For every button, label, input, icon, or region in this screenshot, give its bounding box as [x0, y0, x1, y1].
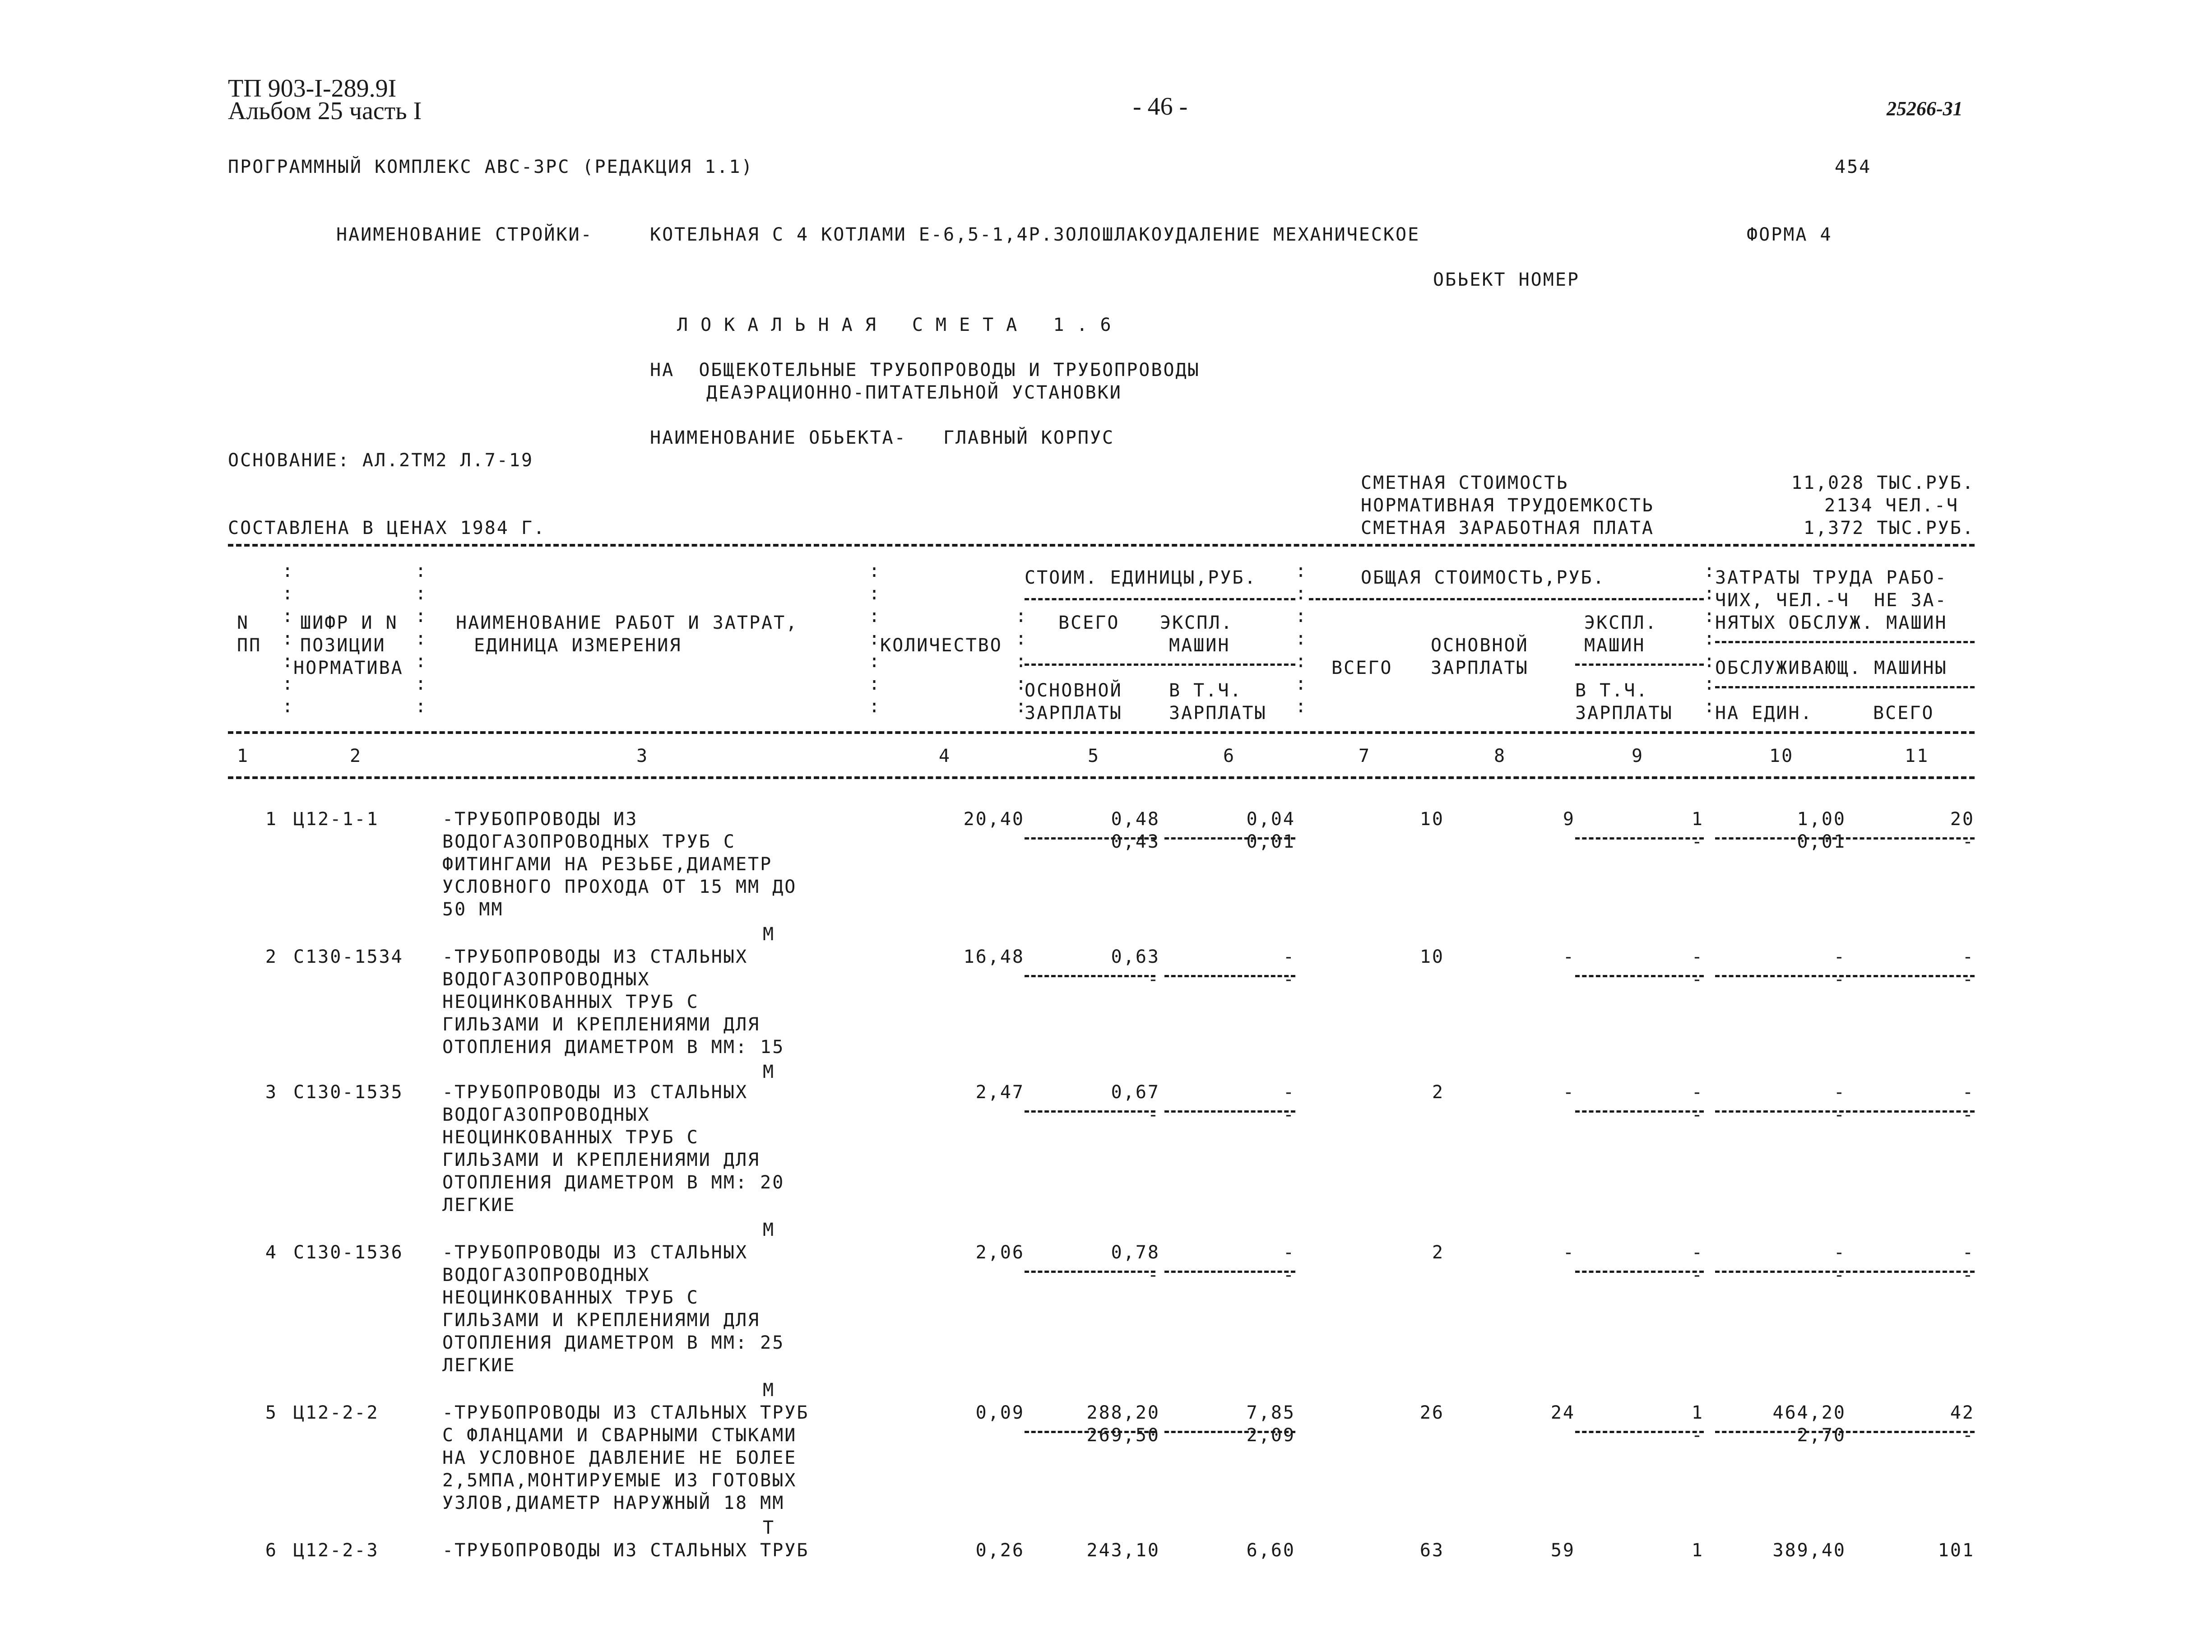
inventory-number: 25266-31 — [1887, 97, 1963, 120]
row-labor-machines-total: - — [1962, 1104, 1975, 1125]
numbers-bottom-rule — [228, 776, 1975, 779]
header-c8-line1: ОСНОВНОЙ — [1431, 635, 1529, 656]
row-unit: М — [763, 924, 775, 945]
row-name-line: ГИЛЬЗАМИ И КРЕПЛЕНИЯМИ ДЛЯ — [442, 1150, 761, 1170]
row-name-line: ВОДОГАЗОПРОВОДНЫХ — [442, 1265, 650, 1285]
summary-value-labor: 2134 ЧЕЛ.-Ч — [1824, 495, 1959, 516]
colnum-4: 4 — [939, 746, 951, 766]
header-bottom-rule — [228, 731, 1975, 734]
row-name-line: УЗЛОВ,ДИАМЕТР НАРУЖНЫЙ 18 ММ — [442, 1493, 785, 1513]
row-machine-wages: - — [1691, 1425, 1704, 1446]
row-total-wages: 9 — [1563, 809, 1575, 830]
row-total-wages: - — [1563, 947, 1575, 967]
row-total: 63 — [1419, 1540, 1444, 1561]
row-code: Ц12-2-3 — [293, 1540, 379, 1561]
row-code: С130-1534 — [293, 947, 403, 967]
prices-year: СОСТАВЛЕНА В ЦЕНАХ 1984 Г. — [228, 518, 546, 538]
row-labor-machines-unit: 0,01 — [1797, 831, 1846, 852]
row-name-line: -ТРУБОПРОВОДЫ ИЗ СТАЛЬНЫХ ТРУБ — [442, 1402, 809, 1423]
row-name-line: НЕОЦИНКОВАННЫХ ТРУБ С — [442, 992, 699, 1012]
row-name-line: -ТРУБОПРОВОДЫ ИЗ СТАЛЬНЫХ — [442, 1082, 748, 1103]
summary-value-wages: 1,372 ТЫС.РУБ. — [1803, 518, 1975, 538]
row-unit-cost: 243,10 — [1086, 1540, 1160, 1561]
header-c9a-line1: ЭКСПЛ. — [1584, 613, 1658, 633]
row-name-line: -ТРУБОПРОВОДЫ ИЗ СТАЛЬНЫХ ТРУБ — [442, 1540, 809, 1561]
page-number: - 46 - — [1133, 93, 1188, 121]
row-unit-wages: 0,43 — [1111, 831, 1160, 852]
row-unit-machines: - — [1283, 1082, 1295, 1103]
row-labor-total: 20 — [1950, 809, 1975, 830]
row-number: 6 — [265, 1540, 278, 1561]
header-c1-line1: N — [237, 613, 250, 633]
row-unit-cost: 0,48 — [1111, 809, 1160, 830]
header-c6b-line1: В Т.Ч. — [1169, 680, 1243, 701]
row-name-line: УСЛОВНОГО ПРОХОДА ОТ 15 ММ ДО — [442, 877, 797, 897]
row-total-machines: 1 — [1691, 1402, 1704, 1423]
row-unit-wages: 269,50 — [1086, 1425, 1160, 1446]
row-unit-wages: - — [1147, 1104, 1160, 1125]
row-number: 1 — [265, 809, 278, 830]
header-c9b-line1: В Т.Ч. — [1575, 680, 1649, 701]
header-c6a-line1: ЭКСПЛ. — [1160, 613, 1234, 633]
row-number: 4 — [265, 1242, 278, 1263]
row-machine-wages: - — [1691, 1265, 1704, 1285]
construction-label: НАИМЕНОВАНИЕ СТРОЙКИ- — [336, 224, 593, 245]
row-name-line: С ФЛАНЦАМИ И СВАРНЫМИ СТЫКАМИ — [442, 1425, 797, 1446]
row-unit: М — [763, 1062, 775, 1082]
row-total-machines: 1 — [1691, 809, 1704, 830]
row-total-machines: - — [1691, 1242, 1704, 1263]
row-name-line: ВОДОГАЗОПРОВОДНЫХ — [442, 969, 650, 990]
row-quantity: 2,47 — [975, 1082, 1025, 1103]
table-top-rule — [228, 544, 1975, 547]
row-name-line: -ТРУБОПРОВОДЫ ИЗ — [442, 809, 638, 830]
row-quantity: 16,48 — [963, 947, 1025, 967]
row-code: Ц12-1-1 — [293, 809, 379, 830]
header-labor-line2: ЧИХ, ЧЕЛ.-Ч НЕ ЗА- — [1715, 590, 1948, 611]
separator-col4: : : : : : — [1016, 606, 1028, 717]
row-unit-machines: 0,04 — [1246, 809, 1295, 830]
row-code: Ц12-2-2 — [293, 1402, 379, 1423]
row-name-line: ОТОПЛЕНИЯ ДИАМЕТРОМ В ММ: 25 — [442, 1332, 785, 1353]
header-c5a: ВСЕГО — [1058, 613, 1120, 633]
program-title: ПРОГРАММНЫЙ КОМПЛЕКС АВС-3РС (РЕДАКЦИЯ 1.1) — [228, 157, 754, 177]
colnum-1: 1 — [237, 746, 250, 766]
separator-col1: : : : : : : : — [282, 561, 295, 717]
colnum-8: 8 — [1494, 746, 1507, 766]
row-total-wages: - — [1563, 1242, 1575, 1263]
row-total: 26 — [1419, 1402, 1444, 1423]
row-labor-machines-total: - — [1962, 1265, 1975, 1285]
separator-col9: : : : : : : : — [1704, 561, 1716, 717]
row-name-line: -ТРУБОПРОВОДЫ ИЗ СТАЛЬНЫХ — [442, 947, 748, 967]
row-name-line: НЕОЦИНКОВАННЫХ ТРУБ С — [442, 1287, 699, 1308]
row-number: 2 — [265, 947, 278, 967]
header-c7: ВСЕГО — [1331, 658, 1393, 678]
row-unit-wages: - — [1147, 969, 1160, 990]
row-name-line: НЕОЦИНКОВАННЫХ ТРУБ С — [442, 1127, 699, 1148]
estimate-for-line1: НА ОБЩЕКОТЕЛЬНЫЕ ТРУБОПРОВОДЫ И ТРУБОПРОВОДЫ — [650, 360, 1200, 381]
header-c8-line2: ЗАРПЛАТЫ — [1431, 658, 1529, 678]
form-number: ФОРМА 4 — [1747, 224, 1832, 245]
row-unit: М — [763, 1220, 775, 1240]
basis: ОСНОВАНИЕ: АЛ.2ТМ2 Л.7-19 — [228, 450, 534, 471]
row-machine-wages: - — [1691, 1104, 1704, 1125]
row-unit-machine-wages: - — [1283, 969, 1295, 990]
row-labor-unit: - — [1833, 947, 1846, 967]
row-total-wages: - — [1563, 1082, 1575, 1103]
header-c3-line1: НАИМЕНОВАНИЕ РАБОТ И ЗАТРАТ, — [456, 613, 798, 633]
row-labor-unit: 389,40 — [1772, 1540, 1846, 1561]
row-total-machines: - — [1691, 947, 1704, 967]
row-unit-machine-wages: 2,09 — [1246, 1425, 1295, 1446]
header-c2-line3: НОРМАТИВА — [293, 658, 403, 678]
row-unit-machine-wages: - — [1283, 1104, 1295, 1125]
row-unit-cost: 0,63 — [1111, 947, 1160, 967]
row-name-line: 2,5МПА,МОНТИРУЕМЫЕ ИЗ ГОТОВЫХ — [442, 1470, 797, 1491]
row-name-line: ЛЕГКИЕ — [442, 1355, 516, 1376]
row-name-line: ФИТИНГАМИ НА РЕЗЬБЕ,ДИАМЕТР — [442, 854, 773, 875]
colnum-3: 3 — [636, 746, 649, 766]
header-labor-line1: ЗАТРАТЫ ТРУДА РАБО- — [1715, 567, 1948, 588]
colnum-7: 7 — [1359, 746, 1371, 766]
object-number: ОБЬЕКТ НОМЕР — [1433, 269, 1580, 290]
colnum-6: 6 — [1223, 746, 1236, 766]
row-unit-machines: 7,85 — [1246, 1402, 1295, 1423]
row-unit-wages: - — [1147, 1265, 1160, 1285]
row-number: 5 — [265, 1402, 278, 1423]
separator-col6: : : : : : : : — [1295, 561, 1308, 717]
row-number: 3 — [265, 1082, 278, 1103]
summary-value-cost: 11,028 ТЫС.РУБ. — [1791, 473, 1975, 493]
row-name-line: ОТОПЛЕНИЯ ДИАМЕТРОМ В ММ: 20 — [442, 1172, 785, 1193]
row-total-machines: 1 — [1691, 1540, 1704, 1561]
row-labor-machines-unit: 2,70 — [1797, 1425, 1846, 1446]
document-code: ТП 903-I-289.9I — [228, 74, 397, 102]
row-unit-machine-wages: - — [1283, 1265, 1295, 1285]
row-quantity: 0,09 — [975, 1402, 1025, 1423]
row-unit-cost: 0,67 — [1111, 1082, 1160, 1103]
header-c11: ВСЕГО — [1873, 703, 1934, 724]
row-labor-machines-unit: - — [1833, 969, 1846, 990]
row-unit-machines: - — [1283, 947, 1295, 967]
header-total-cost: ОБЩАЯ СТОИМОСТЬ,РУБ. — [1361, 567, 1605, 588]
row-total-machines: - — [1691, 1082, 1704, 1103]
row-labor-machines-total: - — [1962, 831, 1975, 852]
row-labor-unit: - — [1833, 1082, 1846, 1103]
row-machine-wages: - — [1691, 969, 1704, 990]
row-unit-cost: 0,78 — [1111, 1242, 1160, 1263]
row-name-line: ОТОПЛЕНИЯ ДИАМЕТРОМ В ММ: 15 — [442, 1037, 785, 1058]
row-name-line: ЛЕГКИЕ — [442, 1195, 516, 1216]
row-total: 2 — [1432, 1082, 1444, 1103]
album-part: Альбом 25 часть I — [228, 97, 422, 125]
colnum-10: 10 — [1769, 746, 1794, 766]
row-name-line: -ТРУБОПРОВОДЫ ИЗ СТАЛЬНЫХ — [442, 1242, 748, 1263]
row-labor-machines-unit: - — [1833, 1104, 1846, 1125]
separator-col2: : : : : : : : — [415, 561, 428, 717]
row-labor-total: 42 — [1950, 1402, 1975, 1423]
row-machine-wages: - — [1691, 831, 1704, 852]
row-labor-unit: - — [1833, 1242, 1846, 1263]
row-labor-total: - — [1962, 947, 1975, 967]
row-labor-unit: 1,00 — [1797, 809, 1846, 830]
header-c9b-line2: ЗАРПЛАТЫ — [1575, 703, 1673, 724]
separator-col3: : : : : : : : — [869, 561, 881, 717]
colnum-9: 9 — [1632, 746, 1644, 766]
header-unit-cost: СТОИМ. ЕДИНИЦЫ,РУБ. — [1025, 567, 1257, 588]
row-total-wages: 24 — [1550, 1402, 1575, 1423]
row-code: С130-1535 — [293, 1082, 403, 1103]
header-c6b-line2: ЗАРПЛАТЫ — [1169, 703, 1267, 724]
estimate-title: ЛОКАЛЬНАЯ СМЕТА 1.6 — [677, 315, 1124, 335]
row-labor-total: - — [1962, 1242, 1975, 1263]
header-quantity: КОЛИЧЕСТВО — [880, 635, 1002, 656]
row-name-line: НА УСЛОВНОЕ ДАВЛЕНИЕ НЕ БОЛЕЕ — [442, 1448, 797, 1468]
header-c5b-line1: ОСНОВНОЙ — [1025, 680, 1122, 701]
object-name: НАИМЕНОВАНИЕ ОБЬЕКТА- ГЛАВНЫЙ КОРПУС — [650, 427, 1115, 448]
construction-name: КОТЕЛЬНАЯ С 4 КОТЛАМИ Е-6,5-1,4Р.ЗОЛОШЛАКОУДАЛЕНИЕ МЕХАНИЧЕСКОЕ — [650, 224, 1420, 245]
header-c6a-line2: МАШИН — [1169, 635, 1230, 656]
header-c9a-line2: МАШИН — [1584, 635, 1646, 656]
row-quantity: 0,26 — [975, 1540, 1025, 1561]
summary-label-cost: СМЕТНАЯ СТОИМОСТЬ — [1361, 473, 1569, 493]
row-name-line: ГИЛЬЗАМИ И КРЕПЛЕНИЯМИ ДЛЯ — [442, 1310, 761, 1331]
estimate-for-line2: ДЕАЭРАЦИОННО-ПИТАТЕЛЬНОЙ УСТАНОВКИ — [706, 382, 1122, 403]
row-total: 10 — [1419, 809, 1444, 830]
summary-label-wages: СМЕТНАЯ ЗАРАБОТНАЯ ПЛАТА — [1361, 518, 1654, 538]
header-c2-line2: ПОЗИЦИИ — [300, 635, 386, 656]
row-code: С130-1536 — [293, 1242, 403, 1263]
row-unit: М — [763, 1380, 775, 1401]
row-name-line: 50 ММ — [442, 899, 504, 920]
row-labor-machines-total: - — [1962, 1425, 1975, 1446]
colnum-5: 5 — [1088, 746, 1100, 766]
row-labor-unit: 464,20 — [1772, 1402, 1846, 1423]
sheet-number: 454 — [1835, 157, 1872, 177]
header-labor-line3: НЯТЫХ ОБСЛУЖ. МАШИН — [1715, 613, 1948, 633]
row-labor-total: 101 — [1938, 1540, 1975, 1561]
header-c3-line2: ЕДИНИЦА ИЗМЕРЕНИЯ — [474, 635, 682, 656]
row-name-line: ГИЛЬЗАМИ И КРЕПЛЕНИЯМИ ДЛЯ — [442, 1014, 761, 1035]
row-quantity: 20,40 — [963, 809, 1025, 830]
row-labor-total: - — [1962, 1082, 1975, 1103]
header-c1-line2: ПП — [237, 635, 262, 656]
row-unit: Т — [763, 1517, 775, 1538]
row-total: 10 — [1419, 947, 1444, 967]
header-c5b-line2: ЗАРПЛАТЫ — [1025, 703, 1122, 724]
header-labor-machines: ОБСЛУЖИВАЮЩ. МАШИНЫ — [1715, 658, 1948, 678]
row-unit-machine-wages: 0,01 — [1246, 831, 1295, 852]
colnum-11: 11 — [1905, 746, 1929, 766]
row-labor-machines-total: - — [1962, 969, 1975, 990]
header-c10: НА ЕДИН. — [1715, 703, 1813, 724]
row-quantity: 2,06 — [975, 1242, 1025, 1263]
row-unit-cost: 288,20 — [1086, 1402, 1160, 1423]
row-unit-machines: - — [1283, 1242, 1295, 1263]
row-total: 2 — [1432, 1242, 1444, 1263]
row-name-line: ВОДОГАЗОПРОВОДНЫХ — [442, 1104, 650, 1125]
row-name-line: ВОДОГАЗОПРОВОДНЫХ ТРУБ С — [442, 831, 736, 852]
colnum-2: 2 — [350, 746, 362, 766]
header-c2-line1: ШИФР И N — [300, 613, 398, 633]
row-total-wages: 59 — [1550, 1540, 1575, 1561]
row-labor-machines-unit: - — [1833, 1265, 1846, 1285]
summary-label-labor: НОРМАТИВНАЯ ТРУДОЕМКОСТЬ — [1361, 495, 1654, 516]
row-unit-machines: 6,60 — [1246, 1540, 1295, 1561]
